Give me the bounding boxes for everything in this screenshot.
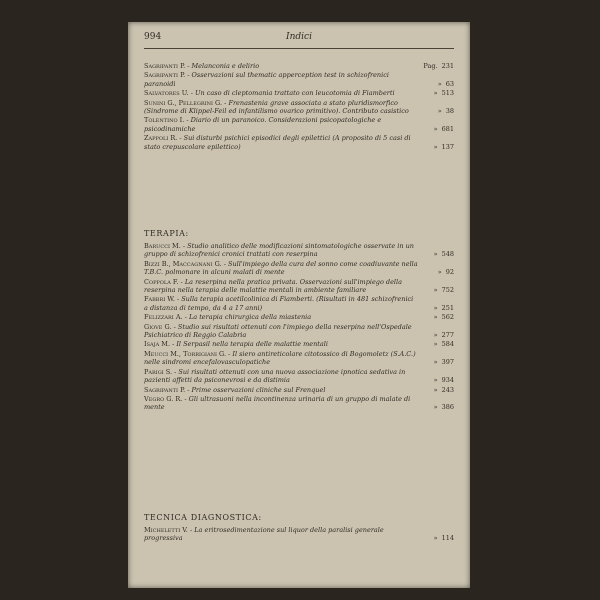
index-entry	[144, 260, 454, 277]
entry-title: Il Serpasil nella terapia delle malattie mentali	[176, 340, 328, 349]
page-number-ref: 386	[441, 403, 454, 412]
entry-page-ref	[418, 304, 454, 312]
entry-author: Sunini G., Pellegrini G.	[144, 98, 223, 107]
page-number-ref: 92	[445, 268, 454, 277]
index-entry	[144, 116, 454, 133]
entry-page-ref	[418, 313, 454, 321]
entry-page-ref	[418, 286, 454, 294]
page-number-ref: 584	[441, 340, 454, 349]
entry-separator: -	[187, 526, 195, 534]
index-entry	[144, 386, 454, 394]
page-prefix: »	[433, 534, 438, 543]
page-prefix: »	[433, 124, 438, 133]
entry-title: Studio analitico delle modificazioni sintomatologiche osservate in un gruppo di schizofrenici cronici trattati con reserpina	[144, 242, 414, 259]
entry-page-ref	[418, 268, 454, 276]
entry-separator: -	[174, 295, 182, 304]
page-prefix: »	[433, 303, 438, 312]
index-entry	[144, 278, 454, 295]
page-prefix: »	[433, 340, 438, 349]
page-number-ref: 251	[441, 303, 454, 312]
index-entry	[144, 242, 454, 259]
entry-title: Sui disturbi psichici episodici degli epilettici (A proposito di 5 casi di stato crepuscolare epilettico)	[144, 134, 411, 151]
entry-separator: -	[170, 340, 177, 349]
index-entry	[144, 323, 454, 340]
page-number-ref: 562	[441, 313, 454, 322]
entry-title: Sui risultati ottenuti con una nuova associazione ipnotica sedativa in pazienti affetti da psiconevrosi e da distimia	[144, 367, 406, 385]
entry-title: Diario di un paranoico. Considerazioni psicopatologiche e psicodinamiche	[144, 116, 382, 133]
entry-separator: -	[178, 277, 185, 286]
entry-author: Isaja M.	[144, 340, 171, 349]
index-section-tecnica-diagnostica	[144, 513, 454, 544]
page-prefix: »	[433, 376, 438, 385]
entry-page-ref	[418, 107, 454, 115]
page-prefix: Pag.	[423, 62, 438, 70]
entry-separator: -	[182, 394, 189, 403]
entry-separator: -	[185, 62, 192, 70]
entry-separator: -	[172, 367, 179, 376]
section-heading: TECNICA DIAGNOSTICA:	[144, 513, 262, 522]
entry-separator: -	[171, 322, 178, 331]
entry-author: Tolentino I.	[144, 116, 185, 125]
page-prefix: »	[433, 313, 438, 322]
index-entry	[144, 368, 454, 385]
entry-separator: -	[177, 134, 184, 143]
index-entry	[144, 526, 454, 543]
entry-author: Giove G.	[144, 322, 172, 331]
page-number: 994	[144, 32, 162, 42]
entry-author: Sagripanti P.	[144, 71, 186, 80]
page-prefix: »	[433, 142, 438, 151]
page-prefix: »	[437, 107, 442, 116]
index-entry	[144, 71, 454, 88]
entry-author: Felizzari A.	[144, 313, 183, 322]
entry-separator: -	[185, 71, 192, 80]
page-number-ref: 231	[441, 62, 454, 70]
entry-title: Gli ultrasuoni nella incontinenza urinaria di un gruppo di malate di mente	[144, 394, 411, 412]
entry-title: Il siero antireticolare citotossico di Bogomoletz (S.A.C.) nelle sindromi encefalovasculopatiche	[144, 349, 416, 367]
page-number-ref: 63	[445, 79, 454, 88]
entry-separator: -	[180, 242, 188, 250]
index-section-continued	[144, 62, 454, 152]
entry-author: Sagripanti P.	[144, 385, 186, 394]
index-entry	[144, 395, 454, 412]
entry-page-ref	[418, 80, 454, 88]
entry-page-ref	[418, 376, 454, 384]
entry-page-ref	[418, 403, 454, 411]
header-rule	[144, 48, 454, 49]
entry-page-ref	[418, 250, 454, 258]
entry-title: Un caso di cleptomania trattato con leucotomia di Fiamberti	[195, 89, 395, 98]
entry-page-ref	[418, 386, 454, 394]
index-entry	[144, 89, 454, 97]
entry-title: La terapia chirurgica della miastenia	[188, 313, 312, 322]
entry-author: Bizzi B., Maccagnani G.	[144, 259, 222, 268]
page-prefix: »	[433, 250, 438, 259]
page-prefix: »	[433, 286, 438, 295]
page-number-ref: 548	[441, 250, 454, 259]
entry-author: Micheletti V.	[144, 526, 188, 534]
page-prefix: »	[433, 403, 438, 412]
index-entry	[144, 350, 454, 367]
entry-separator: -	[184, 116, 191, 125]
entry-title: Prime osservazioni cliniche sul Frenquel	[191, 385, 326, 394]
entry-page-ref	[418, 340, 454, 348]
index-entry	[144, 295, 454, 312]
entry-page-ref	[418, 143, 454, 151]
page-prefix: »	[433, 358, 438, 367]
page-number-ref: 243	[441, 385, 454, 394]
page-number-ref: 38	[445, 107, 454, 116]
entry-title: La eritrosedimentazione sul liquor della paralisi generale progressiva	[144, 526, 384, 543]
entry-page-ref	[418, 534, 454, 542]
index-entry	[144, 134, 454, 151]
entry-page-ref	[418, 331, 454, 339]
entry-separator: -	[188, 89, 196, 98]
page-prefix: »	[437, 79, 442, 88]
entry-author: Sagripanti P.	[144, 62, 186, 70]
entry-page-ref	[418, 358, 454, 366]
entry-author: Fabbri W.	[144, 295, 175, 304]
entry-author: Coppola F.	[144, 277, 179, 286]
page-prefix: »	[437, 268, 442, 277]
page-number-ref: 277	[441, 331, 454, 340]
entry-page-ref	[418, 89, 454, 97]
entry-title: Studio sui risultati ottenuti con l'impiego della reserpina nell'Ospedale Psichiatrico di Reggio Calabria	[144, 322, 412, 340]
index-entry	[144, 99, 454, 116]
page-number-ref: 752	[441, 286, 454, 295]
entry-author: Barucci M.	[144, 242, 181, 250]
entry-author: Salvatores U.	[144, 89, 189, 98]
entry-title: La reserpina nella pratica privata. Osservazioni sull'impiego della reserpina nella terapia delle malattie mentali in ambiente familiare	[144, 277, 402, 295]
index-entry	[144, 340, 454, 348]
book-page	[128, 22, 470, 588]
entry-title: Osservazioni sul thematic apperception test in schizofrenici paranoidi	[144, 71, 389, 88]
entry-separator: -	[221, 259, 229, 268]
page-number-ref: 513	[441, 89, 454, 98]
entry-title: Melanconia e delirio	[191, 62, 260, 70]
entry-separator: -	[182, 313, 189, 322]
page-number-ref: 137	[441, 142, 454, 151]
entry-title: Sulla terapia acetilcolinica di Fiamberti. (Risultati in 481 schizofrenici a distanza di tempo, da 4 a 17 anni)	[144, 295, 414, 312]
index-entry	[144, 313, 454, 321]
page-prefix: »	[433, 385, 438, 394]
page-number-ref: 397	[441, 358, 454, 367]
page-prefix: »	[433, 331, 438, 340]
entry-separator: -	[226, 349, 233, 358]
page-prefix: »	[433, 89, 438, 98]
entry-separator: -	[222, 98, 229, 107]
index-entry	[144, 62, 454, 70]
page-number-ref: 934	[441, 376, 454, 385]
entry-author: Parigi S.	[144, 367, 173, 376]
page-title: Indici	[286, 32, 312, 42]
entry-separator: -	[185, 385, 192, 394]
entry-title: Frenastenia grave associata a stato pluridismorfico (Sindrome di Klippel-Feil ed infantilismo ovarico primitivo). Contributo casistico	[144, 98, 409, 116]
entry-author: Zappoli R.	[144, 134, 178, 143]
index-section-terapia	[144, 229, 454, 413]
entry-page-ref	[418, 62, 454, 70]
page-number-ref: 681	[441, 124, 454, 133]
entry-author: Vegro G. R.	[144, 394, 183, 403]
page-header	[144, 32, 454, 46]
page-number-ref: 114	[441, 534, 454, 543]
entry-author: Meucci M., Torrigiani G.	[144, 349, 227, 358]
entry-title: Sull'impiego della cura del sonno come coadiuvante nella T.B.C. polmonare in alcuni malati di mente	[144, 259, 418, 277]
entry-page-ref	[418, 125, 454, 133]
section-heading: TERAPIA:	[144, 229, 189, 238]
